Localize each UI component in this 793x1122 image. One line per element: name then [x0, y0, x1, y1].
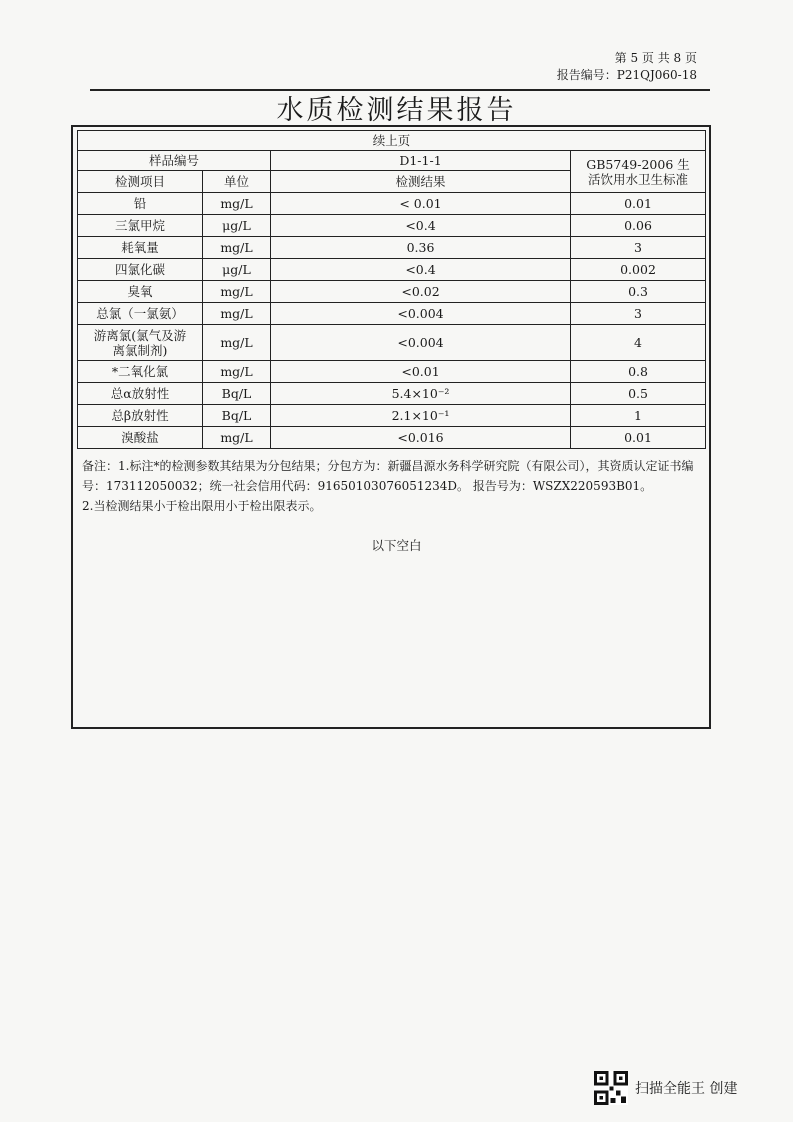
result-cell: <0.01	[271, 361, 571, 383]
unit-cell: mg/L	[203, 361, 271, 383]
result-cell: < 0.01	[271, 193, 571, 215]
unit-cell: mg/L	[203, 325, 271, 361]
item-cell: 总β放射性	[78, 405, 203, 427]
table-row	[78, 281, 706, 303]
standard-cell: 4	[571, 325, 706, 361]
result-header: 检测结果	[271, 171, 571, 193]
standard-cell: 0.01	[571, 427, 706, 449]
page-info	[557, 50, 697, 84]
standard-cell: 0.06	[571, 215, 706, 237]
note-1: 备注：1.标注*的检测参数其结果为分包结果；分包方为：新疆昌源水务科学研究院（有限公司），其资质认定证书编号：173112050032；统一社会信用代码：91650103076051234D。 报告号为：WSZX220593B01。	[82, 459, 694, 493]
table-caption: 续上页	[78, 131, 706, 151]
standard-header: GB5749-2006 生活饮用水卫生标准	[571, 151, 706, 193]
result-cell: <0.4	[271, 259, 571, 281]
unit-header: 单位	[203, 171, 271, 193]
table-row	[78, 259, 706, 281]
result-cell: <0.02	[271, 281, 571, 303]
standard-cell: 0.002	[571, 259, 706, 281]
report-number: 报告编号：P21QJ060-18	[556, 68, 697, 82]
standard-cell: 0.3	[571, 281, 706, 303]
unit-cell: mg/L	[203, 237, 271, 259]
item-cell: 总氯（一氯氨）	[78, 303, 203, 325]
sample-id: D1-1-1	[271, 151, 571, 171]
table-row	[78, 383, 706, 405]
result-cell: <0.016	[271, 427, 571, 449]
report-title: 水质检测结果报告	[276, 95, 517, 126]
result-cell: <0.004	[271, 325, 571, 361]
standard-cell: 1	[571, 405, 706, 427]
standard-cell: 0.8	[571, 361, 706, 383]
item-cell: 三氯甲烷	[78, 215, 203, 237]
scanner-app-label: 扫描全能王 创建	[635, 1081, 738, 1097]
table-row	[78, 193, 706, 215]
qr-code-icon	[594, 1071, 628, 1105]
standard-cell: 0.01	[571, 193, 706, 215]
result-cell: <0.004	[271, 303, 571, 325]
item-cell: *二氧化氯	[78, 361, 203, 383]
item-cell: 臭氧	[78, 281, 203, 303]
table-row	[78, 237, 706, 259]
sample-label: 样品编号	[78, 151, 271, 171]
item-header: 检测项目	[78, 171, 203, 193]
standard-cell: 3	[571, 303, 706, 325]
table-row	[78, 215, 706, 237]
item-cell: 铅	[78, 193, 203, 215]
unit-cell: mg/L	[203, 281, 271, 303]
result-cell: <0.4	[271, 215, 571, 237]
note-2: 2.当检测结果小于检出限用小于检出限表示。	[82, 499, 322, 513]
blank-below-note: 以下空白	[371, 538, 422, 553]
unit-cell: mg/L	[203, 427, 271, 449]
standard-cell: 0.5	[571, 383, 706, 405]
scanner-watermark	[594, 1068, 737, 1108]
table-row	[78, 361, 706, 383]
unit-cell: Bq/L	[203, 405, 271, 427]
standard-cell: 3	[571, 237, 706, 259]
unit-cell: Bq/L	[203, 383, 271, 405]
unit-cell: mg/L	[203, 303, 271, 325]
page-number: 第 5 页 共 8 页	[614, 51, 697, 65]
table-row	[78, 303, 706, 325]
table-row	[78, 427, 706, 449]
item-cell: 溴酸盐	[78, 427, 203, 449]
result-cell: 0.36	[271, 237, 571, 259]
item-cell: 耗氧量	[78, 237, 203, 259]
result-cell: 2.1×10⁻¹	[271, 405, 571, 427]
results-table	[77, 130, 706, 449]
table-row	[78, 325, 706, 361]
unit-cell: μg/L	[203, 259, 271, 281]
unit-cell: μg/L	[203, 215, 271, 237]
table-row	[78, 405, 706, 427]
item-cell: 游离氯(氯气及游离氯制剂)	[78, 325, 203, 361]
notes	[82, 456, 704, 516]
result-cell: 5.4×10⁻²	[271, 383, 571, 405]
item-cell: 总α放射性	[78, 383, 203, 405]
unit-cell: mg/L	[203, 193, 271, 215]
item-cell: 四氯化碳	[78, 259, 203, 281]
